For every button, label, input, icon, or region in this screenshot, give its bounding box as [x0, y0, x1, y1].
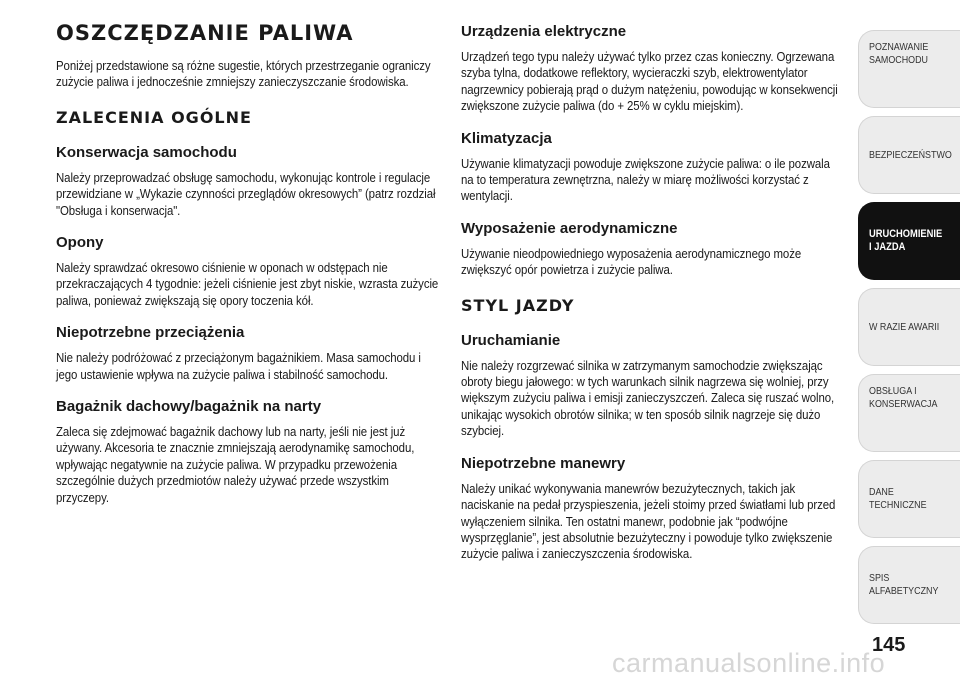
tab-bezpieczenstwo[interactable] [858, 116, 960, 194]
page-title: OSZCZĘDZANIE PALIWA [56, 21, 354, 45]
tab-label: SPIS ALFABETYCZNY [869, 572, 939, 597]
paragraph: Nie należy rozgrzewać silnika w zatrzymanym samochodzie zwiększając obroty biegu jałowego: w tych warunkach silnik nagrzewa się wolniej, przy większym zużyciu paliwa i emisji zanieczyszczeń. Zaleca się ruszać wolno, unikając wysokich obrotów silnika; w ten sposób silnik nagrzeje się dużo szybciej. [461, 357, 835, 439]
tab-label: BEZPIECZEŃSTWO [869, 148, 952, 161]
paragraph: Należy przeprowadzać obsługę samochodu, wykonując kontrole i regulacje przewidziane w „Wykazie czynności przeglądów okresowych” (patrz rozdział "Obsługa i konserwacja". [56, 169, 436, 218]
page-number: 145 [872, 634, 906, 656]
tab-label: URUCHOMIENIE I JAZDA [869, 228, 943, 253]
paragraph: Należy unikać wykonywania manewrów bezużytecznych, takich jak naciskanie na pedał przyspieszenia, jeżeli stoimy przed światłami lub przed wyłączeniem silnika. Ten ostatni manewr, podobnie jak “podwójne wysprzęglanie”, jest absolutnie bezużyteczny i powoduje tylko zwiększenie zużycie paliwa i zanieczyszczenia środowiska. [461, 480, 836, 562]
subheading: Urządzenia elektryczne [461, 23, 627, 40]
subheading: Niepotrzebne manewry [461, 454, 626, 472]
subheading: Konserwacja samochodu [56, 143, 237, 161]
tab-uruchomienie-i-jazda[interactable] [858, 202, 960, 280]
paragraph: Używanie nieodpowiedniego wyposażenia aerodynamicznego może zwiększyć opór powietrza i zużycie paliwa. [461, 245, 802, 278]
section-title-driving-style: STYL JAZDY [461, 295, 575, 315]
subheading: Klimatyzacja [461, 129, 552, 147]
left-column [56, 18, 444, 506]
paragraph: Zaleca się zdejmować bagażnik dachowy lub na narty, jeśli nie jest już używany. Akcesoria te znacznie zmniejszają aerodynamikę samochodu, wpływając negatywnie na zużycie paliwa. W przypadku przewożenia szczególnie dużych przedmiotów należy używać przede wszystkim przyczepy. [56, 424, 415, 505]
subheading: Wyposażenie aerodynamiczne [461, 219, 678, 237]
paragraph: Urządzeń tego typu należy używać tylko przez czas konieczny. Ogrzewana szyba tylna, dodatkowe reflektory, wycieraczki szyb, elektrowentylator nagrzewnicy pobierają prąd o dużym natężeniu, powodując w konsekwencji zwiększone zużycie paliwa (do + 25% w cyklu miejskim). [461, 49, 838, 114]
paragraph: Nie należy podróżować z przeciążonym bagażnikiem. Masa samochodu i jego ustawienie wpływa na zużycie paliwa i stabilność samochodu. [56, 350, 421, 382]
subheading: Uruchamianie [461, 331, 561, 349]
tab-w-razie-awarii[interactable] [858, 288, 960, 366]
tab-label: POZNAWANIE SAMOCHODU [869, 41, 929, 66]
tab-dane-techniczne[interactable] [858, 460, 960, 538]
watermark: carmanualsonline.info [612, 648, 886, 678]
tab-label: DANE TECHNICZNE [869, 486, 927, 511]
paragraph: Używanie klimatyzacji powoduje zwiększone zużycie paliwa: o ile pozwala na to temperatura zewnętrzna, należy w miarę możliwości korzystać z wentylacji. [461, 155, 830, 204]
subheading: Bagażnik dachowy/bagażnik na narty [56, 398, 322, 416]
paragraph: Należy sprawdzać okresowo ciśnienie w oponach w odstępach nie przekraczających 4 tygodnie: jeżeli ciśnienie jest zbyt niskie, wzrasta zużycie paliwa, ponieważ zwiększają się opory toczenia kół. [56, 260, 439, 308]
intro-paragraph: Poniżej przedstawione są różne sugestie, których przestrzeganie ograniczy zużycie paliwa i jednocześnie zmniejszy zanieczyszczanie środowiska. [56, 58, 431, 90]
tab-label: OBSŁUGA I KONSERWACJA [869, 385, 938, 410]
subheading: Opony [56, 234, 104, 252]
tab-label: W RAZIE AWARII [869, 320, 940, 333]
subheading: Niepotrzebne przeciążenia [56, 324, 245, 342]
tab-obsluga-i-konserwacja[interactable] [858, 374, 960, 452]
tab-spis-alfabetyczny[interactable] [858, 546, 960, 624]
right-column [461, 18, 845, 563]
section-title-general: ZALECENIA OGÓLNE [56, 107, 252, 127]
tab-poznawanie-samochodu[interactable] [858, 30, 960, 108]
chapter-tabs [858, 30, 960, 632]
